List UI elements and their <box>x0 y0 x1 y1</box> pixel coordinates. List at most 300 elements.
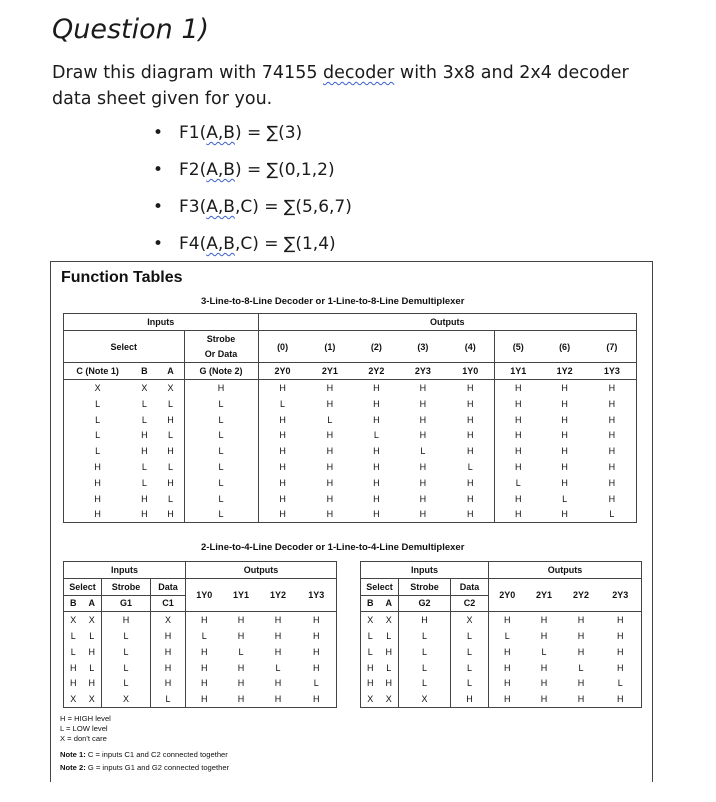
table-cell: H <box>489 660 526 676</box>
table-row <box>64 428 637 444</box>
table-cell: H <box>466 383 474 394</box>
table-row <box>361 644 642 660</box>
table-cell: H <box>167 477 174 488</box>
output-name-header: 1Y2 <box>541 363 588 380</box>
output-number-header: (1) <box>324 341 336 352</box>
table-cell: H <box>297 644 337 660</box>
output-name-header: 1Y1 <box>495 363 542 380</box>
legend-low: L = LOW level <box>60 724 108 733</box>
table-cell: H <box>588 443 637 459</box>
table-cell: H <box>88 646 95 657</box>
table-cell: H <box>258 443 307 459</box>
select-header: Select <box>64 578 102 595</box>
table-cell: H <box>495 428 542 444</box>
output-number-header: (2) <box>370 341 382 352</box>
table-cell: L <box>184 412 258 428</box>
table-cell: L <box>297 676 337 692</box>
table1-header <box>64 314 637 380</box>
table-cell: H <box>541 507 588 523</box>
table-row <box>64 380 637 396</box>
table-cell: L <box>588 507 637 523</box>
table-cell: L <box>386 631 392 642</box>
column-header: C2 <box>451 595 489 612</box>
column-header: G1 <box>102 595 151 612</box>
table-cell: H <box>260 691 297 707</box>
output-name-header: 2Y0 <box>258 363 307 380</box>
column-header: A <box>158 363 184 380</box>
table-cell: X <box>64 380 132 396</box>
table-cell: L <box>489 628 526 644</box>
table-cell: H <box>186 612 223 628</box>
table-cell: H <box>419 414 427 425</box>
table-cell: H <box>297 612 337 628</box>
table-cell: H <box>258 428 307 444</box>
table-cell: H <box>326 430 334 441</box>
select-header: Select <box>64 330 185 363</box>
table-cell: H <box>158 507 184 523</box>
table-cell: H <box>258 507 307 523</box>
column-header: A <box>83 595 102 612</box>
table-cell: L <box>600 676 642 692</box>
table-cell: H <box>361 676 380 692</box>
table-row <box>361 660 642 676</box>
table-cell: X <box>151 612 186 628</box>
inputs-group-header: Inputs <box>361 562 489 579</box>
table-row <box>64 443 637 459</box>
table-cell: L <box>184 396 258 412</box>
function-item-f1 <box>153 118 352 155</box>
table-cell: L <box>275 662 281 673</box>
table-cell: H <box>151 660 186 676</box>
function-prefix: F2( <box>179 160 207 180</box>
table-cell: X <box>141 383 148 394</box>
table-cell: H <box>274 646 282 657</box>
table-cell: L <box>399 644 451 660</box>
table-row <box>64 491 637 507</box>
table-row <box>64 459 637 475</box>
table-cell: H <box>373 414 380 425</box>
table-row <box>64 691 337 707</box>
table-cell: X <box>399 691 451 707</box>
datasheet-image <box>50 261 653 782</box>
column-header: G (Note 2) <box>184 363 258 380</box>
table-cell: H <box>237 631 245 642</box>
table-cell: H <box>400 507 447 523</box>
table-cell: H <box>326 477 334 488</box>
table-cell: H <box>186 660 223 676</box>
table-cell: H <box>186 676 223 692</box>
table-cell: H <box>563 691 600 707</box>
output-number-header: (5) <box>495 330 542 363</box>
table-cell: L <box>168 398 174 409</box>
function-prefix: F3( <box>179 197 207 217</box>
table-cell: L <box>184 475 258 491</box>
table-cell: X <box>88 615 95 626</box>
table-cell: H <box>561 398 568 409</box>
table-cell: H <box>588 380 637 396</box>
table-cell: L <box>141 477 147 488</box>
output-number-header: (4) <box>464 341 476 352</box>
note-2 <box>60 763 229 773</box>
table-cell: H <box>258 380 307 396</box>
table-cell: L <box>141 462 147 473</box>
table-cell: L <box>102 644 151 660</box>
table-cell: H <box>561 383 568 394</box>
table1-body <box>64 380 637 523</box>
table-cell: H <box>274 631 282 642</box>
note-text: G = inputs G1 and G2 connected together <box>85 763 230 772</box>
table-cell: L <box>386 662 392 673</box>
output-name-header: 1Y0 <box>186 578 223 612</box>
function-suffix: ,C) = ∑(1,4) <box>234 234 336 254</box>
table-cell: H <box>466 398 474 409</box>
table-cell: H <box>64 660 83 676</box>
table-cell: X <box>102 691 151 707</box>
table-cell: H <box>326 383 334 394</box>
table-cell: H <box>588 475 637 491</box>
table1-caption: 3-Line-to-8-Line Decoder or 1-Line-to-8-Line Demultiplexer <box>201 296 465 307</box>
table-cell: X <box>361 691 380 707</box>
table-row <box>64 507 637 523</box>
intro-text-start: Draw this diagram with 74155 <box>52 63 324 83</box>
column-header: C (Note 1) <box>64 363 132 380</box>
table-cell: H <box>489 691 526 707</box>
legend-dont-care: X = don't care <box>60 734 107 743</box>
output-number-header: (6) <box>559 341 571 352</box>
table-cell: X <box>380 691 399 707</box>
table-cell: H <box>451 691 489 707</box>
note-text: C = inputs C1 and C2 connected together <box>85 750 228 759</box>
datasheet-notes <box>60 714 229 773</box>
table-cell: H <box>561 430 568 441</box>
inputs-group-header: Inputs <box>64 314 259 331</box>
table-cell: H <box>495 507 542 523</box>
output-number-header: (0) <box>258 330 307 363</box>
function-prefix: F4( <box>179 234 207 254</box>
table-cell: H <box>167 414 174 425</box>
table-cell: L <box>467 462 473 473</box>
table-cell: L <box>102 660 151 676</box>
table-cell: H <box>237 615 245 626</box>
table-cell: X <box>451 612 489 628</box>
table-cell: L <box>451 676 489 692</box>
table-cell: L <box>89 631 95 642</box>
table-cell: H <box>237 662 245 673</box>
table-cell: H <box>64 676 83 692</box>
table2-left-body <box>64 612 337 708</box>
table-cell: L <box>64 412 132 428</box>
inputs-group-header: Inputs <box>64 562 186 579</box>
table-cell: H <box>399 612 451 628</box>
note-label: Note 2: <box>60 763 86 772</box>
table-cell: L <box>451 660 489 676</box>
intro-text-end: with 3x8 and 2x4 decoder data sheet given for you. <box>52 63 629 109</box>
table-cell: L <box>451 628 489 644</box>
strobe-header: Strobe <box>184 330 258 346</box>
table-cell: H <box>373 398 380 409</box>
table-cell: L <box>184 491 258 507</box>
table-cell: H <box>419 493 427 504</box>
table-cell: H <box>258 475 307 491</box>
table-cell: H <box>326 493 334 504</box>
table-cell: L <box>541 646 547 657</box>
table-cell: H <box>577 615 585 626</box>
table-cell: H <box>258 412 307 428</box>
table-cell: H <box>326 398 334 409</box>
table-cell: H <box>600 628 642 644</box>
table-row <box>64 396 637 412</box>
table-cell: H <box>373 446 380 457</box>
table-cell: H <box>186 644 223 660</box>
outputs-group-header: Outputs <box>258 314 637 331</box>
data-header: Data <box>151 578 186 595</box>
table-cell: H <box>102 612 151 628</box>
output-name-header: 1Y2 <box>260 578 297 612</box>
table-cell: L <box>64 396 132 412</box>
table-cell: L <box>168 430 174 441</box>
table-cell: X <box>64 691 83 707</box>
table-row <box>64 660 337 676</box>
table-cell: H <box>64 507 132 523</box>
table-row <box>361 676 642 692</box>
function-args: A,B <box>206 234 235 254</box>
table-cell: H <box>526 691 563 707</box>
decoder-3to8-table <box>63 313 637 523</box>
table-cell: H <box>588 428 637 444</box>
table-cell: H <box>64 491 132 507</box>
table-row <box>64 628 337 644</box>
decoder-2to4-table-left <box>63 561 337 708</box>
table-cell: X <box>385 615 392 626</box>
output-name-header: 1Y0 <box>446 363 495 380</box>
table-cell: L <box>102 628 151 644</box>
table-cell: H <box>489 644 526 660</box>
table-cell: L <box>399 660 451 676</box>
table-row <box>64 612 337 628</box>
table-cell: L <box>399 628 451 644</box>
function-suffix: ,C) = ∑(5,6,7) <box>234 197 352 217</box>
output-name-header: 2Y2 <box>353 363 400 380</box>
table-cell: H <box>588 412 637 428</box>
table-cell: H <box>466 446 474 457</box>
table-cell: L <box>495 475 542 491</box>
table-cell: L <box>578 662 584 673</box>
table-cell: H <box>258 459 307 475</box>
table-cell: H <box>600 644 642 660</box>
table-cell: H <box>326 446 334 457</box>
table-cell: H <box>141 446 148 457</box>
output-number-header: (7) <box>588 330 637 363</box>
function-suffix: ) = ∑(0,1,2) <box>234 160 335 180</box>
table-cell: H <box>373 383 380 394</box>
table-cell: H <box>186 691 223 707</box>
table-cell: H <box>237 678 245 689</box>
table-cell: L <box>184 428 258 444</box>
table-cell: H <box>495 412 542 428</box>
output-name-header: 1Y3 <box>588 363 637 380</box>
table-cell: L <box>186 628 223 644</box>
output-name-header: 1Y1 <box>223 578 260 612</box>
table-cell: H <box>151 644 186 660</box>
table-cell: H <box>466 493 474 504</box>
question-intro <box>52 60 672 112</box>
table-cell: H <box>274 678 282 689</box>
table-cell: H <box>561 446 568 457</box>
function-args: A,B <box>206 160 235 180</box>
output-name-header: 2Y3 <box>400 363 447 380</box>
datasheet-title: Function Tables <box>61 269 183 286</box>
decoder-2to4-table-right <box>360 561 642 708</box>
select-header: Select <box>361 578 399 595</box>
table-cell: H <box>167 446 174 457</box>
function-args: A,B <box>206 197 235 217</box>
function-args: A,B <box>206 123 235 143</box>
table-cell: L <box>151 691 186 707</box>
table-cell: H <box>151 676 186 692</box>
table-cell: H <box>258 491 307 507</box>
table-cell: H <box>297 628 337 644</box>
column-header: B <box>361 595 380 612</box>
column-header: B <box>131 363 157 380</box>
table-cell: L <box>64 644 83 660</box>
function-suffix: ) = ∑(3) <box>234 123 303 143</box>
table-cell: L <box>258 396 307 412</box>
table-cell: H <box>131 507 157 523</box>
note-label: Note 1: <box>60 750 86 759</box>
table-cell: H <box>489 612 526 628</box>
table-cell: H <box>540 615 548 626</box>
table-cell: H <box>466 430 474 441</box>
table-cell: H <box>561 414 568 425</box>
table2-right-body <box>361 612 642 708</box>
table-cell: H <box>540 631 548 642</box>
table-cell: X <box>361 612 380 628</box>
column-header: A <box>380 595 399 612</box>
outputs-group-header: Outputs <box>186 562 337 579</box>
output-name-header: 2Y1 <box>307 363 354 380</box>
table-cell: H <box>141 493 148 504</box>
function-item-f2 <box>153 155 352 192</box>
table-cell: H <box>577 646 585 657</box>
table-cell: H <box>361 660 380 676</box>
table-cell: H <box>419 477 427 488</box>
table-cell: L <box>102 676 151 692</box>
table-cell: H <box>588 396 637 412</box>
legend-high: H = HIGH level <box>60 714 111 723</box>
table-row <box>64 676 337 692</box>
table-cell: H <box>419 398 427 409</box>
strobe-header: Strobe <box>102 578 151 595</box>
table-cell: L <box>361 644 380 660</box>
table-cell: H <box>326 462 334 473</box>
table-cell: H <box>466 477 474 488</box>
table-cell: H <box>466 414 474 425</box>
table-cell: H <box>184 380 258 396</box>
table-row <box>361 612 642 628</box>
column-header: C1 <box>151 595 186 612</box>
table-cell: H <box>600 660 642 676</box>
table2-caption: 2-Line-to-4-Line Decoder or 1-Line-to-4-Line Demultiplexer <box>201 542 465 553</box>
table-cell: L <box>361 628 380 644</box>
table-cell: H <box>307 507 354 523</box>
table-cell: H <box>419 383 427 394</box>
table-cell: H <box>495 396 542 412</box>
column-header: G2 <box>399 595 451 612</box>
table-cell: H <box>495 491 542 507</box>
table-cell: H <box>141 430 148 441</box>
table-cell: L <box>89 662 95 673</box>
strobe-header: Strobe <box>399 578 451 595</box>
table-row <box>64 644 337 660</box>
table-cell: L <box>141 414 147 425</box>
table-cell: L <box>184 459 258 475</box>
table-cell: H <box>373 477 380 488</box>
table-cell: H <box>495 443 542 459</box>
table-cell: H <box>561 462 568 473</box>
table-cell: H <box>64 459 132 475</box>
function-prefix: F1( <box>179 123 207 143</box>
table-cell: H <box>577 631 585 642</box>
output-name-header: 2Y0 <box>489 578 526 612</box>
table-cell: L <box>168 493 174 504</box>
table-cell: L <box>184 507 258 523</box>
table-cell: L <box>238 646 244 657</box>
table-cell: X <box>83 691 102 707</box>
table-cell: L <box>184 443 258 459</box>
table-cell: H <box>588 459 637 475</box>
output-name-header: 1Y3 <box>297 578 337 612</box>
intro-keyword-decoder: decoder <box>323 63 395 83</box>
table-cell: H <box>577 678 585 689</box>
table-cell: H <box>495 380 542 396</box>
table-cell: L <box>141 398 147 409</box>
table2-right-header <box>361 562 642 612</box>
column-header: B <box>64 595 83 612</box>
table-cell: L <box>399 676 451 692</box>
table-cell: L <box>64 443 132 459</box>
table-cell: L <box>64 628 83 644</box>
data-header: Data <box>451 578 489 595</box>
table-cell: H <box>274 615 282 626</box>
function-list <box>153 118 352 266</box>
table-cell: L <box>451 644 489 660</box>
table-cell: H <box>385 678 392 689</box>
output-number-header: (3) <box>417 341 429 352</box>
table-cell: H <box>385 646 392 657</box>
table-cell: H <box>446 507 495 523</box>
table-cell: H <box>297 691 337 707</box>
table-cell: X <box>167 383 174 394</box>
table-cell: H <box>600 691 642 707</box>
output-name-header: 2Y3 <box>600 578 642 612</box>
table-cell: H <box>373 462 380 473</box>
table-cell: H <box>88 678 95 689</box>
outputs-group-header: Outputs <box>489 562 642 579</box>
table-row <box>361 628 642 644</box>
question-heading: Question 1) <box>52 14 210 45</box>
table-cell: H <box>561 477 568 488</box>
note-1 <box>60 750 229 760</box>
output-name-header: 2Y2 <box>563 578 600 612</box>
table-cell: H <box>540 662 548 673</box>
table-cell: H <box>588 491 637 507</box>
table-cell: H <box>223 691 260 707</box>
table-cell: H <box>600 612 642 628</box>
output-name-header: 2Y1 <box>526 578 563 612</box>
table-row <box>361 691 642 707</box>
table-row <box>64 412 637 428</box>
table-cell: H <box>64 475 132 491</box>
